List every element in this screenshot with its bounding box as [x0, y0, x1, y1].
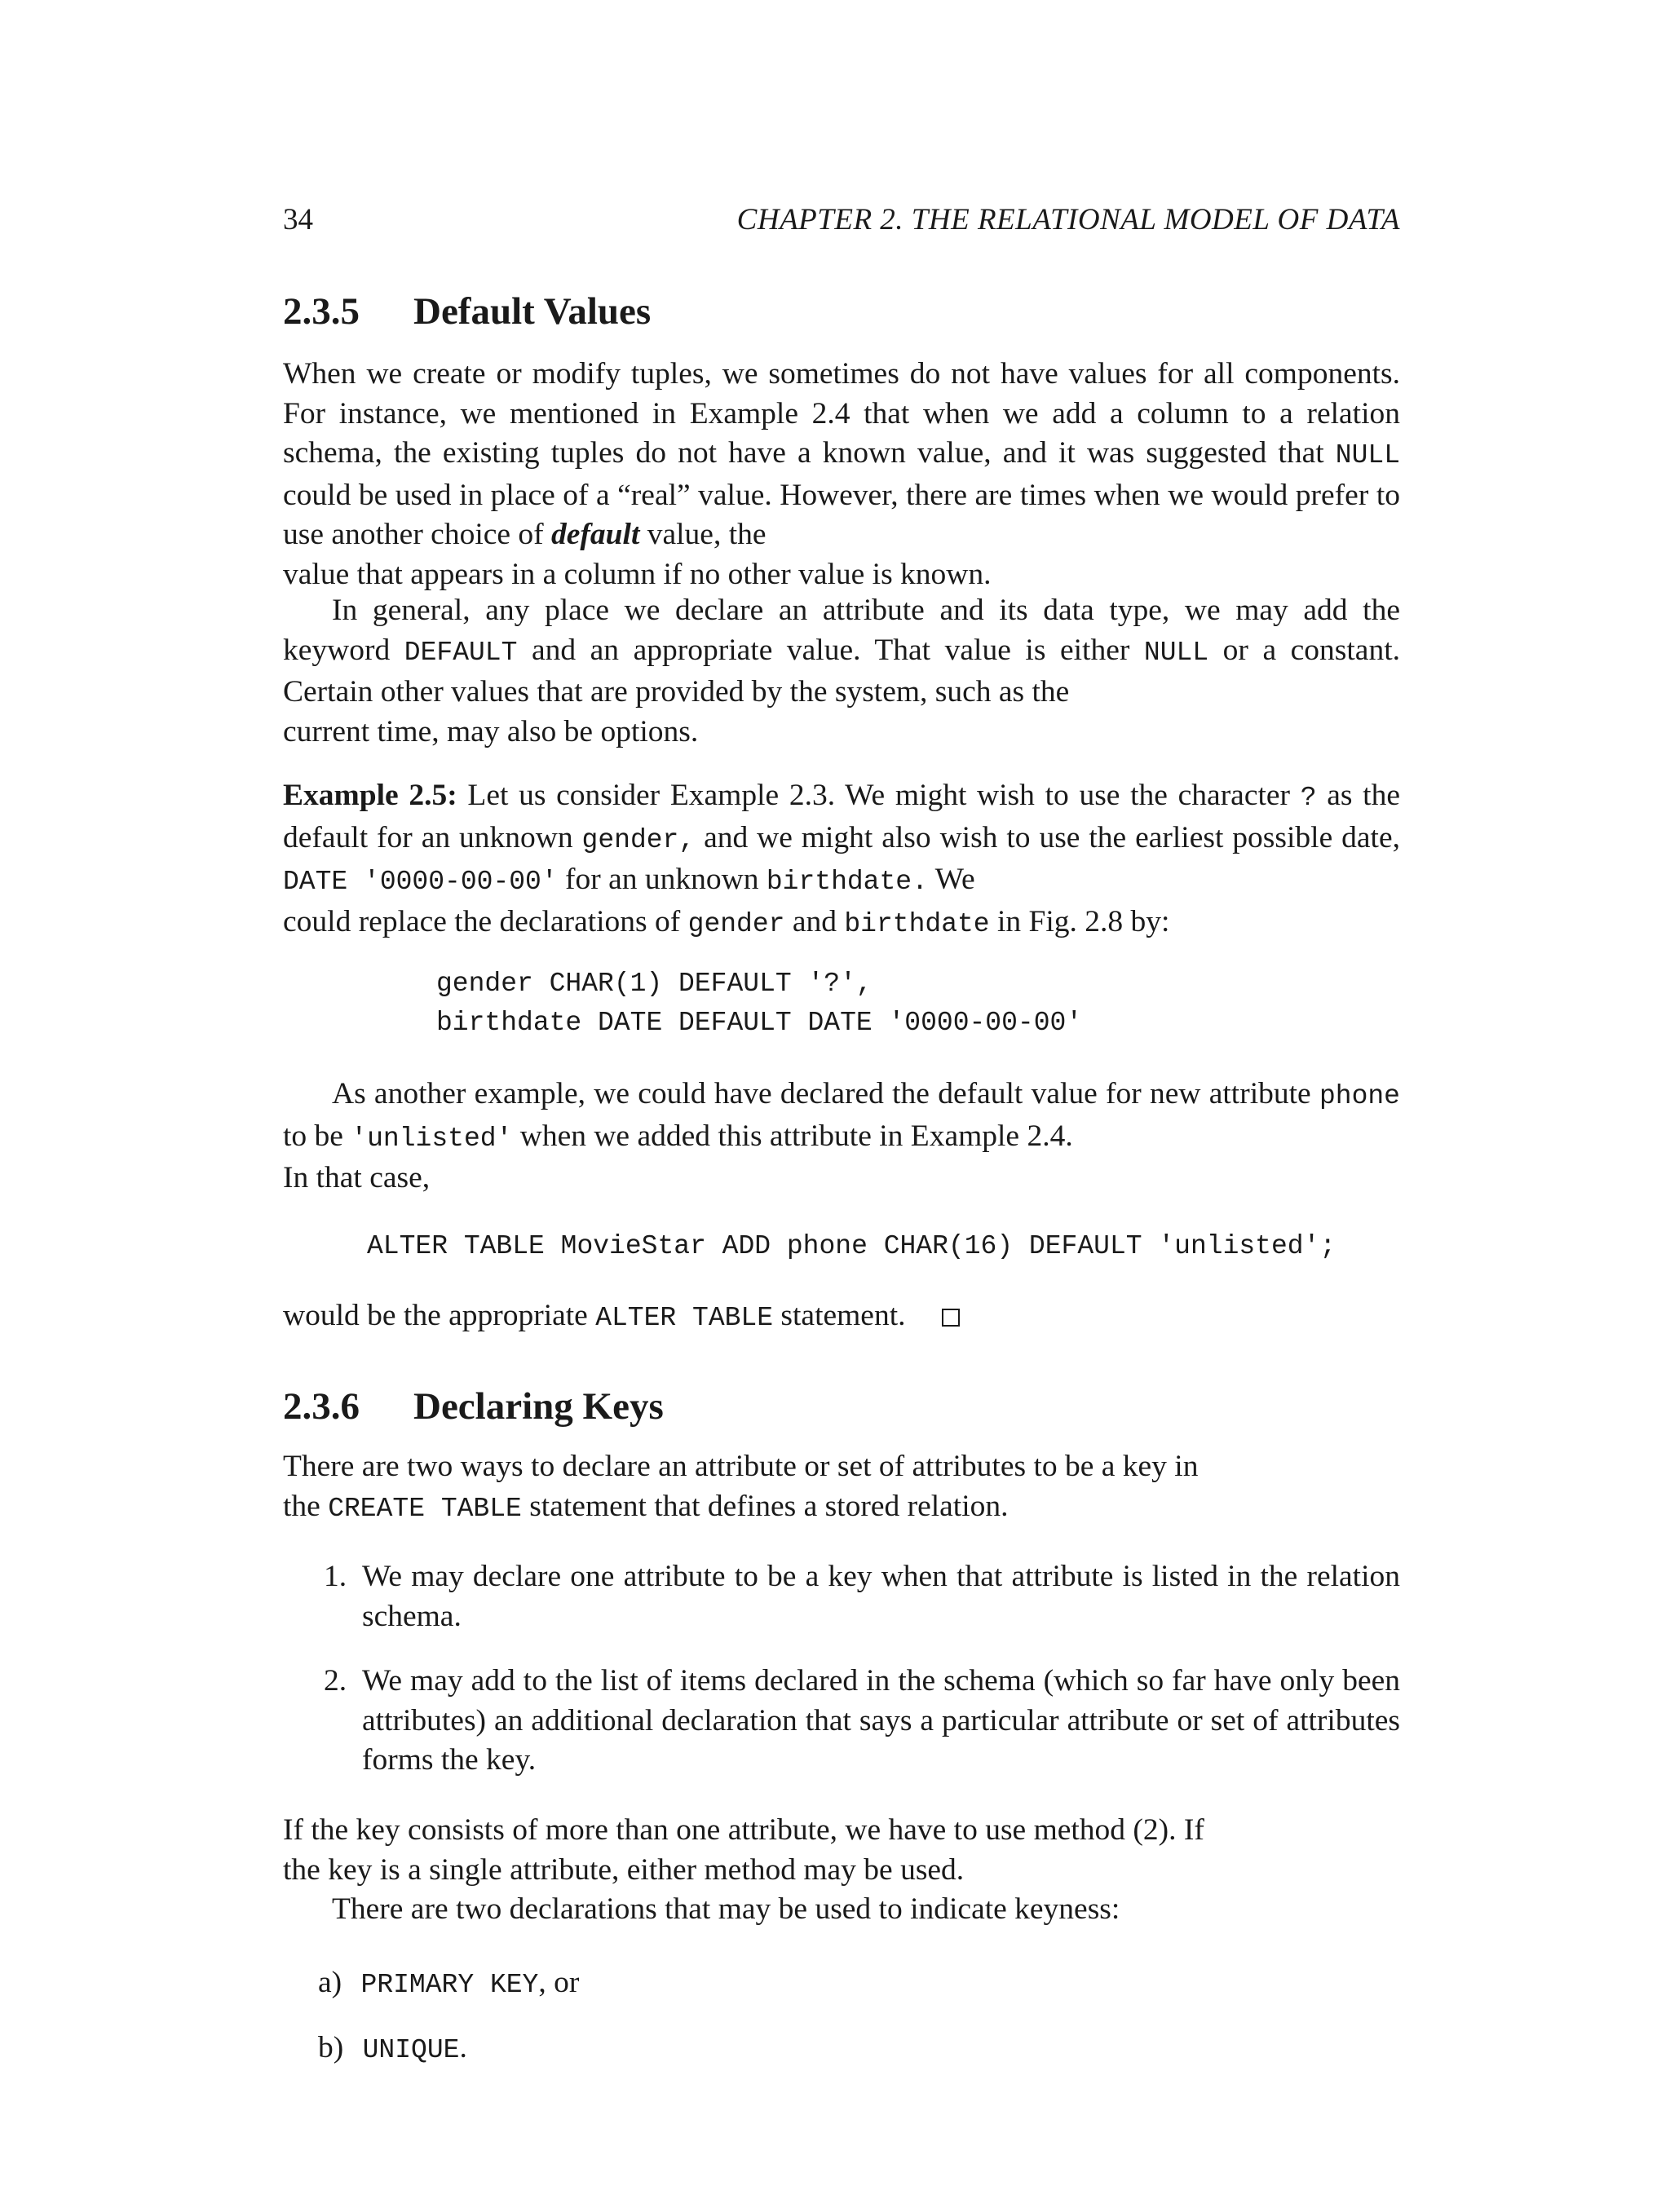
chapter-title: CHAPTER 2. THE RELATIONAL MODEL OF DATA [736, 203, 1400, 236]
option-unique [318, 2029, 467, 2071]
text-run: the [283, 1489, 329, 1523]
text-run: If the key consists of more than one attribute, we have to use method (2). If [283, 1813, 1204, 1847]
text-run: as the default for an unknown [283, 779, 1400, 854]
list-item [324, 1662, 1400, 1781]
paragraph-default-values-intro [283, 355, 1400, 594]
code-alter-table-keyword: ALTER TABLE [595, 1303, 774, 1333]
paragraph-another-example [283, 1075, 1400, 1199]
text-run: value that appears in a column if no other value is known. [283, 557, 992, 591]
running-head [283, 196, 1400, 245]
example-label: Example 2.5: [283, 779, 457, 812]
text-run: when we added this attribute in Example 2.4. [512, 1119, 1073, 1153]
section-heading-2-3-6 [283, 1382, 664, 1431]
text-run: In general, any place we declare an attribute and its data type, we may add the keyword [283, 594, 1400, 667]
text-run: When we create or modify tuples, we sometimes do not have values for all components. For instance, we mentioned in Example 2.4 that when we add a column to a relation schema, the existing tuples do not have a known value, and it was suggested that [283, 357, 1400, 470]
code-unlisted: 'unlisted' [351, 1123, 513, 1154]
code-null: NULL [1335, 440, 1400, 470]
code-birthdate: birthdate [844, 908, 990, 939]
text-run: . [459, 2031, 467, 2064]
paragraph-keyness: There are two declarations that may be used to indicate keyness: [332, 1892, 1120, 1926]
text-run: statement that defines a stored relation. [521, 1489, 1009, 1523]
code-block-defaults [436, 965, 1082, 1043]
code-create-table: CREATE TABLE [328, 1493, 522, 1524]
paragraph-key-method [283, 1811, 1400, 1890]
text-run: There are two ways to declare an attribute or set of attributes to be a key in [283, 1450, 1199, 1483]
list-item [324, 1557, 1400, 1636]
code-question-mark: ? [1300, 783, 1317, 813]
text-run: and [784, 904, 845, 938]
text-run: current time, may also be options. [283, 714, 699, 748]
code-default: DEFAULT [404, 637, 518, 668]
text-run: could be used in place of a “real” value. However, there are times when we would prefer to use another choice of [283, 478, 1400, 551]
code-date-literal: DATE '0000-00-00' [283, 867, 558, 897]
text-run: value, the [639, 518, 767, 551]
option-primary-key [318, 1963, 579, 2006]
text-run: and an appropriate value. That value is either [517, 633, 1144, 667]
list-item-text: We may add to the list of items declared in the schema (which so far have only been attributes) an additional declaration that says a particular attribute or set of attributes forms the key. [362, 1664, 1400, 1777]
text-run: for an unknown [557, 863, 767, 896]
list-marker: b) [318, 2031, 344, 2064]
text-run: could replace the declarations of [283, 904, 688, 938]
text-run: In that case, [283, 1161, 431, 1194]
section-number: 2.3.6 [283, 1385, 360, 1428]
list-marker: a) [318, 1966, 342, 1999]
emphasis-default: default [551, 518, 640, 551]
section-title: Declaring Keys [413, 1385, 664, 1428]
section-heading-2-3-5 [283, 287, 651, 336]
text-run: would be the appropriate [283, 1299, 596, 1332]
paragraph-example-closing [283, 1296, 1400, 1339]
code-line: gender CHAR(1) DEFAULT '?', [436, 969, 873, 999]
code-line: birthdate DATE DEFAULT DATE '0000-00-00' [436, 1008, 1083, 1038]
paragraph-default-keyword [283, 591, 1400, 752]
code-birthdate: birthdate. [766, 867, 928, 897]
text-run: statement. [773, 1299, 906, 1332]
example-2-5 [283, 776, 1400, 944]
code-primary-key: PRIMARY KEY [360, 1970, 539, 2000]
section-number: 2.3.5 [283, 290, 360, 333]
end-of-proof-square-icon [942, 1309, 960, 1327]
section-title: Default Values [413, 290, 652, 333]
text-run: Let us consider Example 2.3. We might wish to use the character [457, 779, 1301, 812]
text-run: to be [283, 1119, 351, 1153]
text-run: As another example, we could have declared the default value for new attribute [332, 1077, 1319, 1110]
code-gender: gender [687, 908, 785, 939]
example-last-line [283, 903, 1400, 945]
code-phone: phone [1319, 1081, 1400, 1111]
code-null: NULL [1143, 637, 1209, 668]
text-run: in Fig. 2.8 by: [989, 904, 1170, 938]
code-alter-table: ALTER TABLE MovieStar ADD phone CHAR(16) DEFAULT 'unlisted'; [367, 1231, 1336, 1261]
code-gender: gender, [581, 824, 696, 855]
list-marker: 1. [324, 1560, 347, 1593]
text-run: and we might also wish to use the earliest possible date, [695, 820, 1400, 854]
list-marker: 2. [324, 1664, 347, 1698]
text-run: We [927, 863, 975, 896]
list-item-text: We may declare one attribute to be a key when that attribute is listed in the relation schema. [362, 1560, 1400, 1633]
text-run: , or [538, 1966, 580, 1999]
paragraph-declaring-keys-intro [283, 1447, 1400, 1529]
text-line [283, 1487, 1400, 1530]
page-number: 34 [283, 203, 313, 236]
text-run: or a constant. Certain other values that are provided by the system, such as the [283, 633, 1400, 709]
text-run: the key is a single attribute, either method may be used. [283, 1852, 965, 1887]
code-unique: UNIQUE [362, 2035, 460, 2065]
